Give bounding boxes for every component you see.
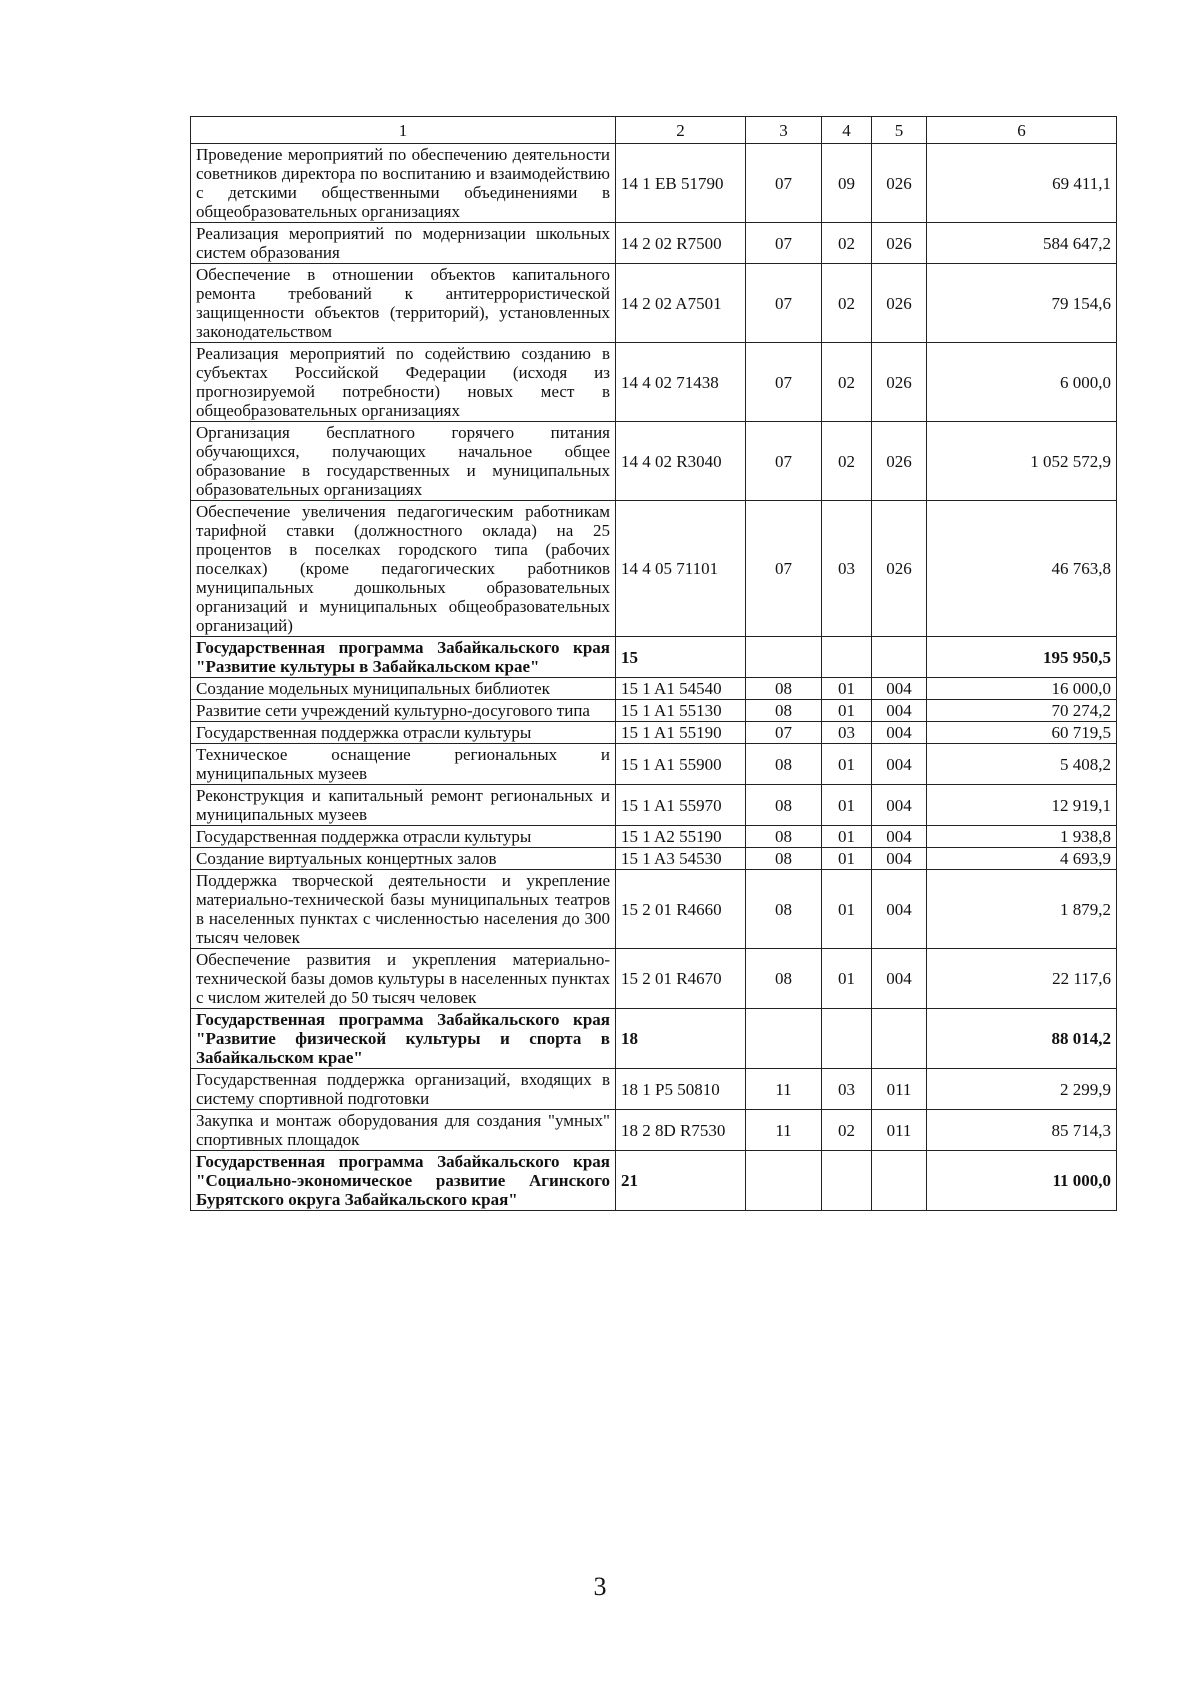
row-subsection-cell: 01 [822,744,872,785]
row-name-cell: Реализация мероприятий по содействию созданию в субъектах Российской Федерации (исходя из прогнозируемой потребности) новых мест в общеобразовательных организациях [191,343,616,422]
row-code-cell: 14 4 02 71438 [616,343,746,422]
row-code-cell: 14 4 05 71101 [616,501,746,637]
row-name-cell: Государственная программа Забайкальского края "Социально-экономическое развитие Агинского Бурятского округа Забайкальского края" [191,1151,616,1211]
row-name-cell: Техническое оснащение региональных и муниципальных музеев [191,744,616,785]
column-header-3: 3 [746,117,822,144]
row-amount-cell: 22 117,6 [927,949,1117,1009]
row-name-cell: Государственная программа Забайкальского края "Развитие культуры в Забайкальском крае" [191,637,616,678]
row-amount-cell: 584 647,2 [927,223,1117,264]
row-subsection-cell: 02 [822,1110,872,1151]
table-row [191,870,1117,949]
program-row [191,1009,1117,1069]
row-group-cell [872,1009,927,1069]
row-code-cell: 18 1 P5 50810 [616,1069,746,1110]
row-group-cell: 026 [872,422,927,501]
table-row [191,848,1117,870]
row-code-cell: 15 1 A1 55190 [616,722,746,744]
row-subsection-cell: 01 [822,785,872,826]
row-section-cell: 07 [746,343,822,422]
row-group-cell: 004 [872,744,927,785]
row-subsection-cell: 03 [822,501,872,637]
row-amount-cell: 70 274,2 [927,700,1117,722]
row-group-cell: 004 [872,826,927,848]
table-row [191,785,1117,826]
row-section-cell: 08 [746,949,822,1009]
row-subsection-cell: 02 [822,223,872,264]
table-row [191,223,1117,264]
table-row [191,744,1117,785]
table-row [191,144,1117,223]
row-code-cell: 15 2 01 R4660 [616,870,746,949]
row-group-cell: 026 [872,144,927,223]
row-subsection-cell: 02 [822,422,872,501]
row-group-cell [872,637,927,678]
row-name-cell: Создание модельных муниципальных библиотек [191,678,616,700]
table-row [191,343,1117,422]
column-header-4: 4 [822,117,872,144]
row-amount-cell: 12 919,1 [927,785,1117,826]
row-section-cell: 07 [746,223,822,264]
table-body [191,144,1117,1211]
row-group-cell: 026 [872,343,927,422]
column-header-1: 1 [191,117,616,144]
page-number: 3 [593,1572,607,1601]
row-amount-cell: 6 000,0 [927,343,1117,422]
row-amount-cell: 69 411,1 [927,144,1117,223]
row-code-cell: 15 1 A1 55130 [616,700,746,722]
row-name-cell: Государственная поддержка отрасли культуры [191,722,616,744]
table-row [191,678,1117,700]
table-row [191,1069,1117,1110]
row-code-cell: 18 [616,1009,746,1069]
row-name-cell: Поддержка творческой деятельности и укрепление материально-технической базы муниципальных театров в населенных пунктах с численностью населения до 300 тысяч человек [191,870,616,949]
table-row [191,722,1117,744]
row-section-cell: 08 [746,870,822,949]
row-name-cell: Создание виртуальных концертных залов [191,848,616,870]
row-code-cell: 21 [616,1151,746,1211]
row-amount-cell: 195 950,5 [927,637,1117,678]
row-group-cell: 004 [872,700,927,722]
program-row [191,637,1117,678]
row-name-cell: Обеспечение в отношении объектов капитального ремонта требований к антитеррористической защищенности объектов (территорий), установленных законодательством [191,264,616,343]
row-group-cell: 011 [872,1110,927,1151]
table-row [191,949,1117,1009]
row-name-cell: Проведение мероприятий по обеспечению деятельности советников директора по воспитанию и взаимодействию с детскими общественными объединениями в общеобразовательных организациях [191,144,616,223]
budget-table [190,116,1117,1211]
row-name-cell: Обеспечение увеличения педагогическим работникам тарифной ставки (должностного оклада) на 25 процентов в поселках городского типа (рабочих поселках) (кроме педагогических работников муниципальных дошкольных образовательных организаций и муниципальных общеобразовательных организаций) [191,501,616,637]
row-subsection-cell: 01 [822,848,872,870]
row-section-cell: 07 [746,722,822,744]
row-group-cell: 004 [872,785,927,826]
row-group-cell: 004 [872,870,927,949]
program-row [191,1151,1117,1211]
row-amount-cell: 16 000,0 [927,678,1117,700]
row-subsection-cell [822,1009,872,1069]
row-subsection-cell: 09 [822,144,872,223]
row-code-cell: 15 1 A1 55970 [616,785,746,826]
row-section-cell [746,1009,822,1069]
row-name-cell: Государственная поддержка организаций, входящих в систему спортивной подготовки [191,1069,616,1110]
row-amount-cell: 5 408,2 [927,744,1117,785]
row-name-cell: Организация бесплатного горячего питания обучающихся, получающих начальное общее образование в государственных и муниципальных образовательных организациях [191,422,616,501]
row-subsection-cell: 01 [822,870,872,949]
row-subsection-cell [822,1151,872,1211]
row-section-cell [746,1151,822,1211]
table-row [191,700,1117,722]
row-group-cell: 004 [872,678,927,700]
table-row [191,826,1117,848]
row-subsection-cell: 02 [822,264,872,343]
row-code-cell: 14 1 EB 51790 [616,144,746,223]
row-amount-cell: 79 154,6 [927,264,1117,343]
row-name-cell: Обеспечение развития и укрепления материально-технической базы домов культуры в населенных пунктах с числом жителей до 50 тысяч человек [191,949,616,1009]
row-code-cell: 15 1 A3 54530 [616,848,746,870]
row-section-cell: 08 [746,678,822,700]
row-group-cell [872,1151,927,1211]
row-name-cell: Развитие сети учреждений культурно-досугового типа [191,700,616,722]
row-name-cell: Реализация мероприятий по модернизации школьных систем образования [191,223,616,264]
row-code-cell: 18 2 8D R7530 [616,1110,746,1151]
row-amount-cell: 85 714,3 [927,1110,1117,1151]
row-group-cell: 004 [872,848,927,870]
row-code-cell: 15 1 A1 54540 [616,678,746,700]
row-amount-cell: 46 763,8 [927,501,1117,637]
row-amount-cell: 1 052 572,9 [927,422,1117,501]
row-section-cell: 11 [746,1069,822,1110]
row-section-cell: 07 [746,144,822,223]
row-code-cell: 14 4 02 R3040 [616,422,746,501]
row-section-cell: 08 [746,744,822,785]
row-section-cell: 08 [746,826,822,848]
column-header-2: 2 [616,117,746,144]
row-code-cell: 15 [616,637,746,678]
row-section-cell: 07 [746,422,822,501]
row-group-cell: 026 [872,501,927,637]
row-group-cell: 004 [872,722,927,744]
table-row [191,422,1117,501]
row-code-cell: 15 1 A1 55900 [616,744,746,785]
row-amount-cell: 4 693,9 [927,848,1117,870]
row-code-cell: 14 2 02 R7500 [616,223,746,264]
header-row [191,117,1117,144]
row-group-cell: 026 [872,223,927,264]
row-subsection-cell: 03 [822,1069,872,1110]
row-section-cell: 07 [746,501,822,637]
table-row [191,1110,1117,1151]
row-group-cell: 026 [872,264,927,343]
row-name-cell: Реконструкция и капитальный ремонт региональных и муниципальных музеев [191,785,616,826]
row-amount-cell: 2 299,9 [927,1069,1117,1110]
column-header-6: 6 [927,117,1117,144]
row-subsection-cell: 01 [822,826,872,848]
row-section-cell: 08 [746,848,822,870]
row-subsection-cell: 03 [822,722,872,744]
row-group-cell: 004 [872,949,927,1009]
row-subsection-cell: 01 [822,949,872,1009]
row-amount-cell: 11 000,0 [927,1151,1117,1211]
column-header-5: 5 [872,117,927,144]
row-name-cell: Государственная программа Забайкальского края "Развитие физической культуры и спорта в Забайкальском крае" [191,1009,616,1069]
row-name-cell: Государственная поддержка отрасли культуры [191,826,616,848]
row-amount-cell: 60 719,5 [927,722,1117,744]
row-code-cell: 15 2 01 R4670 [616,949,746,1009]
row-amount-cell: 88 014,2 [927,1009,1117,1069]
row-section-cell: 07 [746,264,822,343]
row-subsection-cell [822,637,872,678]
row-name-cell: Закупка и монтаж оборудования для создания "умных" спортивных площадок [191,1110,616,1151]
table-row [191,501,1117,637]
row-section-cell: 08 [746,700,822,722]
row-subsection-cell: 02 [822,343,872,422]
row-amount-cell: 1 938,8 [927,826,1117,848]
row-section-cell [746,637,822,678]
row-code-cell: 14 2 02 A7501 [616,264,746,343]
row-subsection-cell: 01 [822,700,872,722]
row-section-cell: 08 [746,785,822,826]
row-subsection-cell: 01 [822,678,872,700]
row-section-cell: 11 [746,1110,822,1151]
row-amount-cell: 1 879,2 [927,870,1117,949]
row-code-cell: 15 1 A2 55190 [616,826,746,848]
row-group-cell: 011 [872,1069,927,1110]
table-row [191,264,1117,343]
